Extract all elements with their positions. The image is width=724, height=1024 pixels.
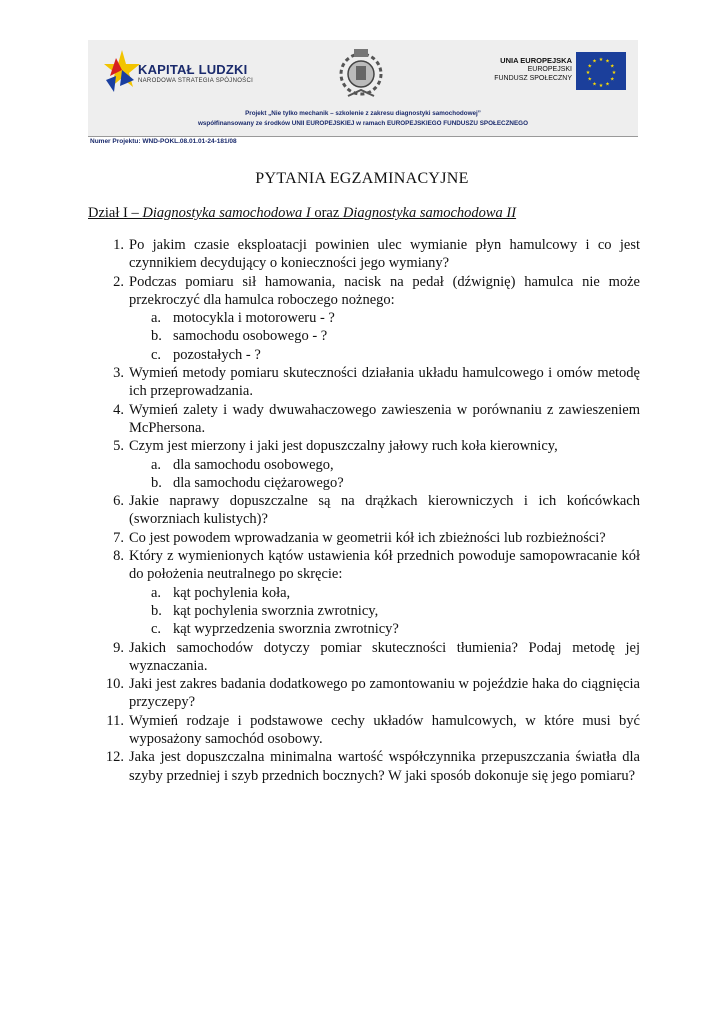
question-number: 8. (113, 548, 124, 565)
question-number: 7. (113, 529, 124, 546)
question-number: 4. (113, 401, 124, 418)
svg-text:★: ★ (605, 81, 610, 88)
sub-item-text: dla samochodu osobowego, (173, 456, 334, 473)
question-7 (88, 529, 640, 547)
header-banner (88, 40, 638, 136)
sub-item (88, 474, 640, 492)
svg-text:★: ★ (610, 76, 615, 83)
question-10 (88, 675, 640, 712)
svg-text:★: ★ (592, 58, 597, 65)
question-number: 2. (113, 273, 124, 290)
svg-text:★: ★ (587, 76, 592, 83)
sub-item-letter: a. (151, 456, 162, 473)
question-9 (88, 639, 640, 676)
question-11 (88, 712, 640, 749)
svg-text:★: ★ (585, 70, 591, 76)
question-number: 9. (113, 639, 124, 656)
question-number: 11. (106, 712, 124, 729)
section-connector: oraz (310, 205, 343, 221)
sub-item-text: kąt pochylenia koła, (173, 584, 291, 601)
svg-text:★: ★ (611, 70, 617, 76)
document-title: PYTANIA EGZAMINACYJNE (255, 170, 469, 187)
section-heading (88, 205, 516, 222)
question-text: Wymień metody pomiaru skuteczności działania układu hamulcowego i omów metodę ich przeprowadzania. (129, 365, 640, 400)
question-12 (88, 748, 640, 785)
question-8 (88, 547, 640, 584)
question-number: 3. (113, 365, 124, 382)
question-text: Wymień rodzaje i podstawowe cechy układów hamulcowych, w które musi być wyposażony samochód osobowy. (129, 712, 640, 748)
svg-text:★: ★ (605, 58, 610, 65)
school-emblem-icon (336, 46, 386, 100)
question-5 (88, 437, 640, 455)
section-part-2: Diagnostyka samochodowa II (342, 205, 517, 221)
eu-text-block (494, 56, 572, 83)
project-funding-line: współfinansowany ze środków UNII EUROPEJSKIEJ w ramach EUROPEJSKIEGO FUNDUSZU SPOŁECZNEGO (198, 120, 528, 127)
svg-text:★: ★ (592, 81, 597, 88)
sub-item-text: motocykla i motoroweru - ? (173, 310, 335, 327)
kapital-ludzki-title: KAPITAŁ LUDZKI (138, 62, 248, 77)
project-title-line: Projekt „Nie tylko mechanik – szkolenie z zakresu diagnostyki samochodowej” (245, 110, 481, 117)
sub-item (88, 602, 640, 620)
sub-item (88, 456, 640, 474)
sub-item (88, 620, 640, 638)
question-6 (88, 492, 640, 529)
sub-item-letter: b. (151, 602, 162, 619)
question-1 (88, 236, 640, 273)
question-text: Czym jest mierzony i jaki jest dopuszczalny jałowy ruch koła kierownicy, (129, 438, 558, 455)
question-number: 12. (105, 749, 124, 766)
sub-item (88, 346, 640, 364)
question-text: Jakie naprawy dopuszczalne są na drążkach kierowniczych i ich końcówkach (sworzniach kulistych)? (129, 493, 640, 528)
question-text: Jakich samochodów dotyczy pomiar skuteczności tłumienia? Podaj metodę jej wyznaczania. (129, 639, 640, 674)
sub-item-letter: a. (151, 310, 162, 327)
sub-item-text: kąt pochylenia sworznia zwrotnicy, (173, 602, 379, 619)
question-text: Jaka jest dopuszczalna minimalna wartość współczynnika przepuszczania światła dla szyby przedniej i szyb przednich bocznych? W jaki sposób dokonuje się jego pomiaru? (129, 749, 640, 784)
sub-item-text: kąt wyprzedzenia sworznia zwrotnicy? (173, 621, 399, 638)
question-text: Który z wymienionych kątów ustawienia kół przednich powoduje samopowracanie kół do położenia neutralnego po skręcie: (129, 548, 640, 583)
sub-item-letter: c. (151, 346, 162, 363)
question-list (88, 236, 640, 785)
section-part-1: Diagnostyka samochodowa I (142, 205, 311, 221)
svg-text:★: ★ (587, 63, 592, 70)
sub-item-text: samochodu osobowego - ? (173, 328, 328, 345)
eu-flag-icon (576, 52, 626, 90)
sub-item-text: pozostałych - ? (173, 346, 261, 363)
question-number: 6. (113, 493, 124, 510)
question-number: 1. (113, 237, 124, 253)
eu-title: UNIA EUROPEJSKA (500, 56, 572, 65)
sub-item-text: dla samochodu ciężarowego? (173, 474, 344, 491)
section-prefix: Dział I – (88, 205, 143, 221)
sub-item-letter: b. (151, 474, 162, 491)
question-text: Po jakim czasie eksploatacji powinien ulec wymianie płyn hamulcowy i co jest czynnikiem decydujący o konieczności jego wymiany? (129, 237, 640, 272)
sub-item (88, 327, 640, 345)
question-3 (88, 364, 640, 401)
kapital-ludzki-subtitle: NARODOWA STRATEGIA SPÓJNOŚCI (138, 78, 254, 84)
question-text: Podczas pomiaru sił hamowania, nacisk na pedał (dźwignię) hamulca nie może przekroczyć dla hamulca roboczego nożnego: (129, 273, 640, 308)
question-text: Jaki jest zakres badania dodatkowego po zamontowaniu w pojeździe haka do ciągnięcia przyczepy? (129, 676, 640, 711)
kapital-ludzki-text (138, 62, 253, 84)
eu-subtitle-2: FUNDUSZ SPOŁECZNY (494, 75, 572, 82)
eu-subtitle-1: EUROPEJSKI (527, 66, 572, 73)
question-text: Wymień zalety i wady dwuwahaczowego zawieszenia w porównaniu z zawieszeniem McPhersona. (129, 401, 640, 436)
question-number: 5. (113, 438, 124, 455)
question-text: Co jest powodem wprowadzania w geometrii kół ich zbieżności lub rozbieżności? (129, 529, 606, 546)
question-2 (88, 273, 640, 310)
sub-item-letter: a. (151, 584, 162, 601)
svg-text:★: ★ (610, 63, 615, 70)
svg-text:★: ★ (598, 83, 604, 89)
sub-item (88, 584, 640, 602)
question-4 (88, 401, 640, 438)
sub-item-letter: b. (151, 328, 162, 345)
question-number: 10. (105, 676, 124, 693)
header-divider (88, 136, 638, 137)
sub-item-letter: c. (151, 621, 162, 638)
sub-item (88, 309, 640, 327)
project-number: Numer Projektu: WND-POKL.08.01.01-24-181/08 (90, 138, 237, 145)
svg-text:★: ★ (598, 57, 604, 63)
